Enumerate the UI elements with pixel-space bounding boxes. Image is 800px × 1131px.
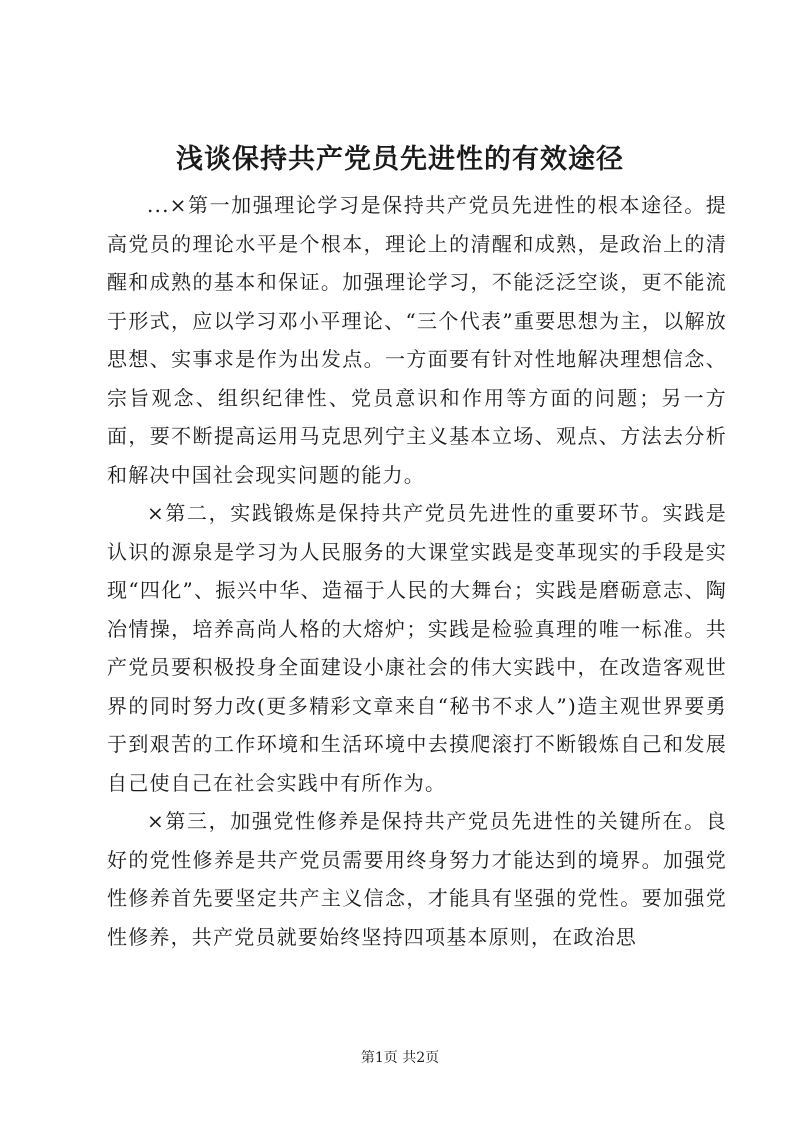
page-number-footer: 第1页 共2页 xyxy=(360,1050,440,1066)
paragraph-1: ...×第一加强理论学习是保持共产党员先进性的根本途径。提高党员的理论水平是个根本，理论上的清醒和成熟，是政治上的清醒和成熟的基本和保证。加强理论学习，不能泛泛空谈，更不能流于形式，应以学习邓小平理论、“三个代表”重要思想为主，以解放思想、实事求是作为出发点。一方面要有针对性地解决理想信念、宗旨观念、组织纪律性、党员意识和作用等方面的问题；另一方面，要不断提高运用马克思列宁主义基本立场、观点、方法去分析和解决中国社会现实问题的能力。 xyxy=(107,193,727,487)
paragraph-3: ×第三，加强党性修养是保持共产党员先进性的关键所在。良好的党性修养是共产党员需要用终身努力才能达到的境界。加强党性修养首先要坚定共产主义信念，才能具有坚强的党性。要加强党性修养，共产党员就要始终坚持四项基本原则，在政治思 xyxy=(107,809,727,949)
document-title: 浅谈保持共产党员先进性的有效途径 xyxy=(176,144,624,175)
paragraph-2: ×第二，实践锻炼是保持共产党员先进性的重要环节。实践是认识的源泉是学习为人民服务的大课堂实践是变革现实的手段是实现“四化”、振兴中华、造福于人民的大舞台；实践是磨砺意志、陶冶情操，培养高尚人格的大熔炉；实践是检验真理的唯一标准。共产党员要积极投身全面建设小康社会的伟大实践中，在改造客观世界的同时努力改(更多精彩文章来自“秘书不求人”)造主观世界要勇于到艰苦的工作环境和生活环境中去摸爬滚打不断锻炼自己和发展自己使自己在社会实践中有所作为。 xyxy=(107,501,727,795)
document-body xyxy=(107,186,727,956)
